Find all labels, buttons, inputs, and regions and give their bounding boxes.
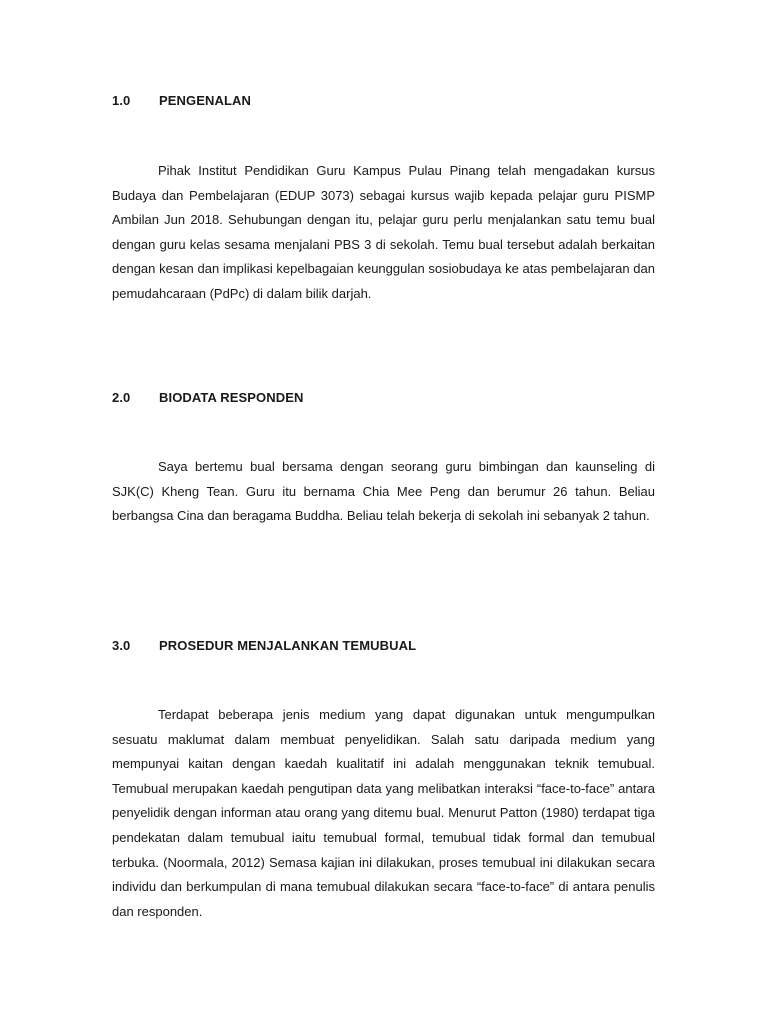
section-heading-prosedur	[112, 638, 416, 653]
section-heading-pengenalan	[112, 93, 251, 108]
section-number: 1.0	[112, 93, 131, 108]
section-heading-biodata-responden	[112, 390, 303, 405]
section-number: 2.0	[112, 390, 131, 405]
section-number: 3.0	[112, 638, 131, 653]
section-title: PROSEDUR MENJALANKAN TEMUBUAL	[159, 638, 417, 653]
section-title: BIODATA RESPONDEN	[159, 390, 304, 405]
section-paragraph-prosedur: Terdapat beberapa jenis medium yang dapat digunakan untuk mengumpulkan sesuatu maklumat dalam membuat penyelidikan. Salah satu daripada medium yang mempunyai kaitan dengan kaedah kualitatif ini adalah menggunakan teknik temubual. Temubual merupakan kaedah pengutipan data yang melibatkan interaksi “face-to-face” antara penyelidik dengan informan atau orang yang ditemu bual. Menurut Patton (1980) terdapat tiga pendekatan dalam temubual iaitu temubual formal, temubual tidak formal dan temubual terbuka. (Noormala, 2012) Semasa kajian ini dilakukan, proses temubual ini dilakukan secara individu dan berkumpulan di mana temubual dilakukan secara “face-to-face” di antara penulis dan responden.	[112, 707, 655, 919]
section-title: PENGENALAN	[159, 93, 252, 108]
section-paragraph-pengenalan: Pihak Institut Pendidikan Guru Kampus Pulau Pinang telah mengadakan kursus Budaya dan Pembelajaran (EDUP 3073) sebagai kursus wajib kepada pelajar guru PISMP Ambilan Jun 2018. Sehubungan dengan itu, pelajar guru perlu menjalankan satu temu bual dengan guru kelas sesama menjalani PBS 3 di sekolah. Temu bual tersebut adalah berkaitan dengan kesan dan implikasi kepelbagaian keunggulan sosiobudaya ke atas pembelajaran dan pemudahcaraan (PdPc) di dalam bilik darjah.	[112, 163, 655, 301]
section-paragraph-biodata-responden: Saya bertemu bual bersama dengan seorang guru bimbingan dan kaunseling di SJK(C) Kheng Tean. Guru itu bernama Chia Mee Peng dan berumur 26 tahun. Beliau berbangsa Cina dan beragama Buddha. Beliau telah bekerja di sekolah ini sebanyak 2 tahun.	[112, 459, 655, 524]
